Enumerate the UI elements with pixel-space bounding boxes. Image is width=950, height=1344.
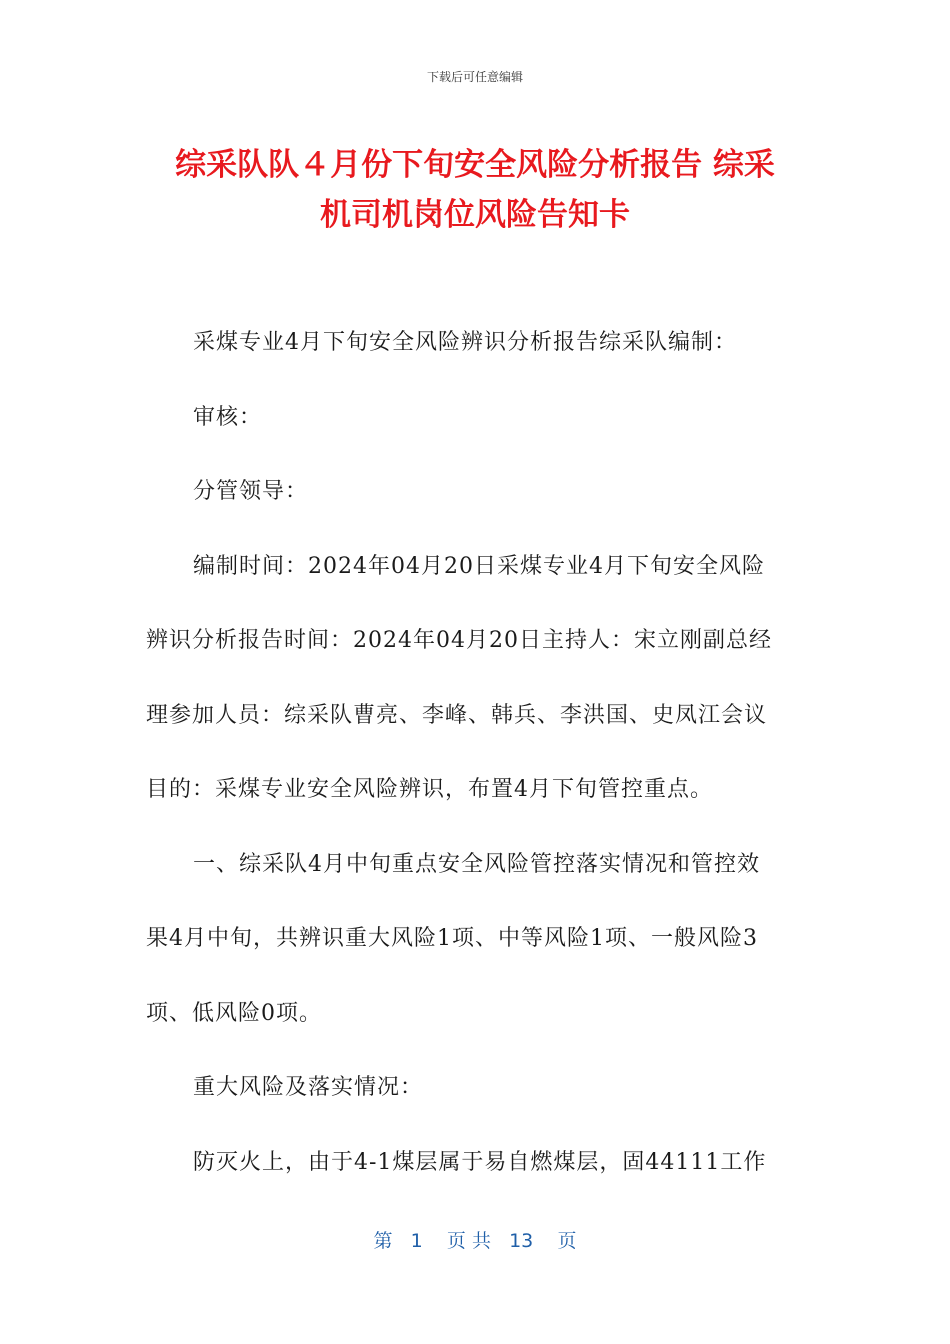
paragraph-line: 辨识分析报告时间：2024年04月20日主持人：宋立刚副总经 [146, 628, 772, 653]
header-note: 下载后可任意编辑 [426, 70, 523, 84]
document-title [110, 140, 840, 240]
paragraph-line: 一、综采队4月中旬重点安全风险管控落实情况和管控效 [193, 851, 760, 877]
title-line-2: 机司机岗位风险告知卡 [320, 197, 630, 233]
paragraph-line: 理参加人员：综采队曹亮、李峰、韩兵、李洪国、史凤江会议 [146, 702, 768, 728]
page-label-mid: 页 共 [446, 1230, 491, 1252]
paragraph-line: 重大风险及落实情况： [193, 1075, 424, 1100]
paragraph-line: 分管领导： [193, 479, 309, 504]
paragraph-line: 防灭火上，由于4-1煤层属于易自燃煤层，固44111工作 [193, 1149, 767, 1175]
current-page-number: 1 [410, 1230, 423, 1252]
page-label-suffix: 页 [557, 1230, 577, 1252]
paragraph-line: 目的：采煤专业安全风险辨识，布置4月下旬管控重点。 [146, 777, 713, 802]
page-footer [0, 1226, 950, 1253]
title-line-1: 综采队队４月份下旬安全风险分析报告 综采 [175, 147, 775, 183]
page-label-prefix: 第 [373, 1230, 393, 1252]
paragraph-line: 采煤专业4月下旬安全风险辨识分析报告综采队编制： [193, 330, 737, 355]
total-pages-number: 13 [509, 1230, 534, 1252]
paragraph-line: 编制时间：2024年04月20日采煤专业4月下旬安全风险 [193, 553, 765, 579]
paragraph-line: 果4月中旬，共辨识重大风险1项、中等风险1项、一般风险3 [146, 926, 758, 951]
paragraph-line: 项、低风险0项。 [146, 1000, 322, 1026]
paragraph-line: 审核： [193, 404, 263, 430]
document-body [146, 318, 806, 1212]
